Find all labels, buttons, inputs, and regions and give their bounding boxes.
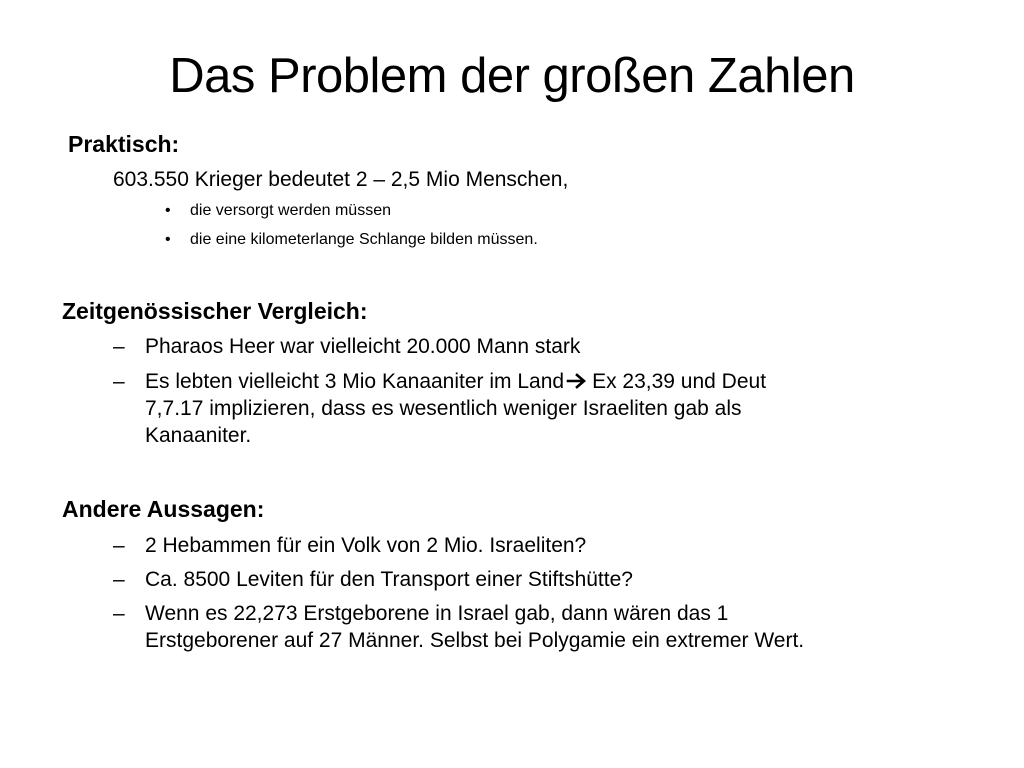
- slide-title: Das Problem der großen Zahlen: [169, 49, 855, 103]
- praktisch-bullet-1: die versorgt werden müssen: [190, 202, 391, 219]
- bullet-marker: •: [165, 231, 171, 248]
- bullet-marker: •: [165, 202, 171, 219]
- dash-marker: –: [113, 568, 125, 591]
- aussagen-item-1: 2 Hebammen für ein Volk von 2 Mio. Israeliten?: [145, 534, 587, 557]
- dash-marker: –: [113, 370, 125, 393]
- vergleich-item-2-line-3: Kanaaniter.: [145, 424, 252, 447]
- vergleich-item-2: [145, 368, 766, 449]
- vergleich-item-2-line-1: Es lebten vielleicht 3 Mio Kanaaniter im Land Ex 23,39 und Deut: [145, 370, 767, 393]
- dash-marker: –: [113, 335, 125, 358]
- aussagen-item-3-line-2: Erstgeborener auf 27 Männer. Selbst bei Polygamie ein extremer Wert.: [145, 629, 805, 652]
- vergleich-item-2-line-2: 7,7.17 implizieren, dass es wesentlich weniger Israeliten gab als: [145, 397, 742, 420]
- aussagen-item-3: [145, 600, 804, 654]
- praktisch-bullet-2: die eine kilometerlange Schlange bilden müssen.: [190, 231, 538, 248]
- praktisch-heading: Praktisch:: [68, 131, 180, 157]
- aussagen-heading: Andere Aussagen:: [62, 496, 265, 522]
- aussagen-item-3-line-1: Wenn es 22,273 Erstgeborene in Israel gab, dann wären das 1: [145, 602, 729, 625]
- arrow-right-icon: [566, 373, 588, 389]
- praktisch-line: 603.550 Krieger bedeutet 2 – 2,5 Mio Menschen,: [113, 168, 569, 191]
- dash-marker: –: [113, 534, 125, 557]
- vergleich-item-1: Pharaos Heer war vielleicht 20.000 Mann stark: [145, 335, 581, 358]
- aussagen-item-2: Ca. 8500 Leviten für den Transport einer Stiftshütte?: [145, 568, 633, 591]
- vergleich-heading: Zeitgenössischer Vergleich:: [62, 298, 368, 324]
- dash-marker: –: [113, 602, 125, 625]
